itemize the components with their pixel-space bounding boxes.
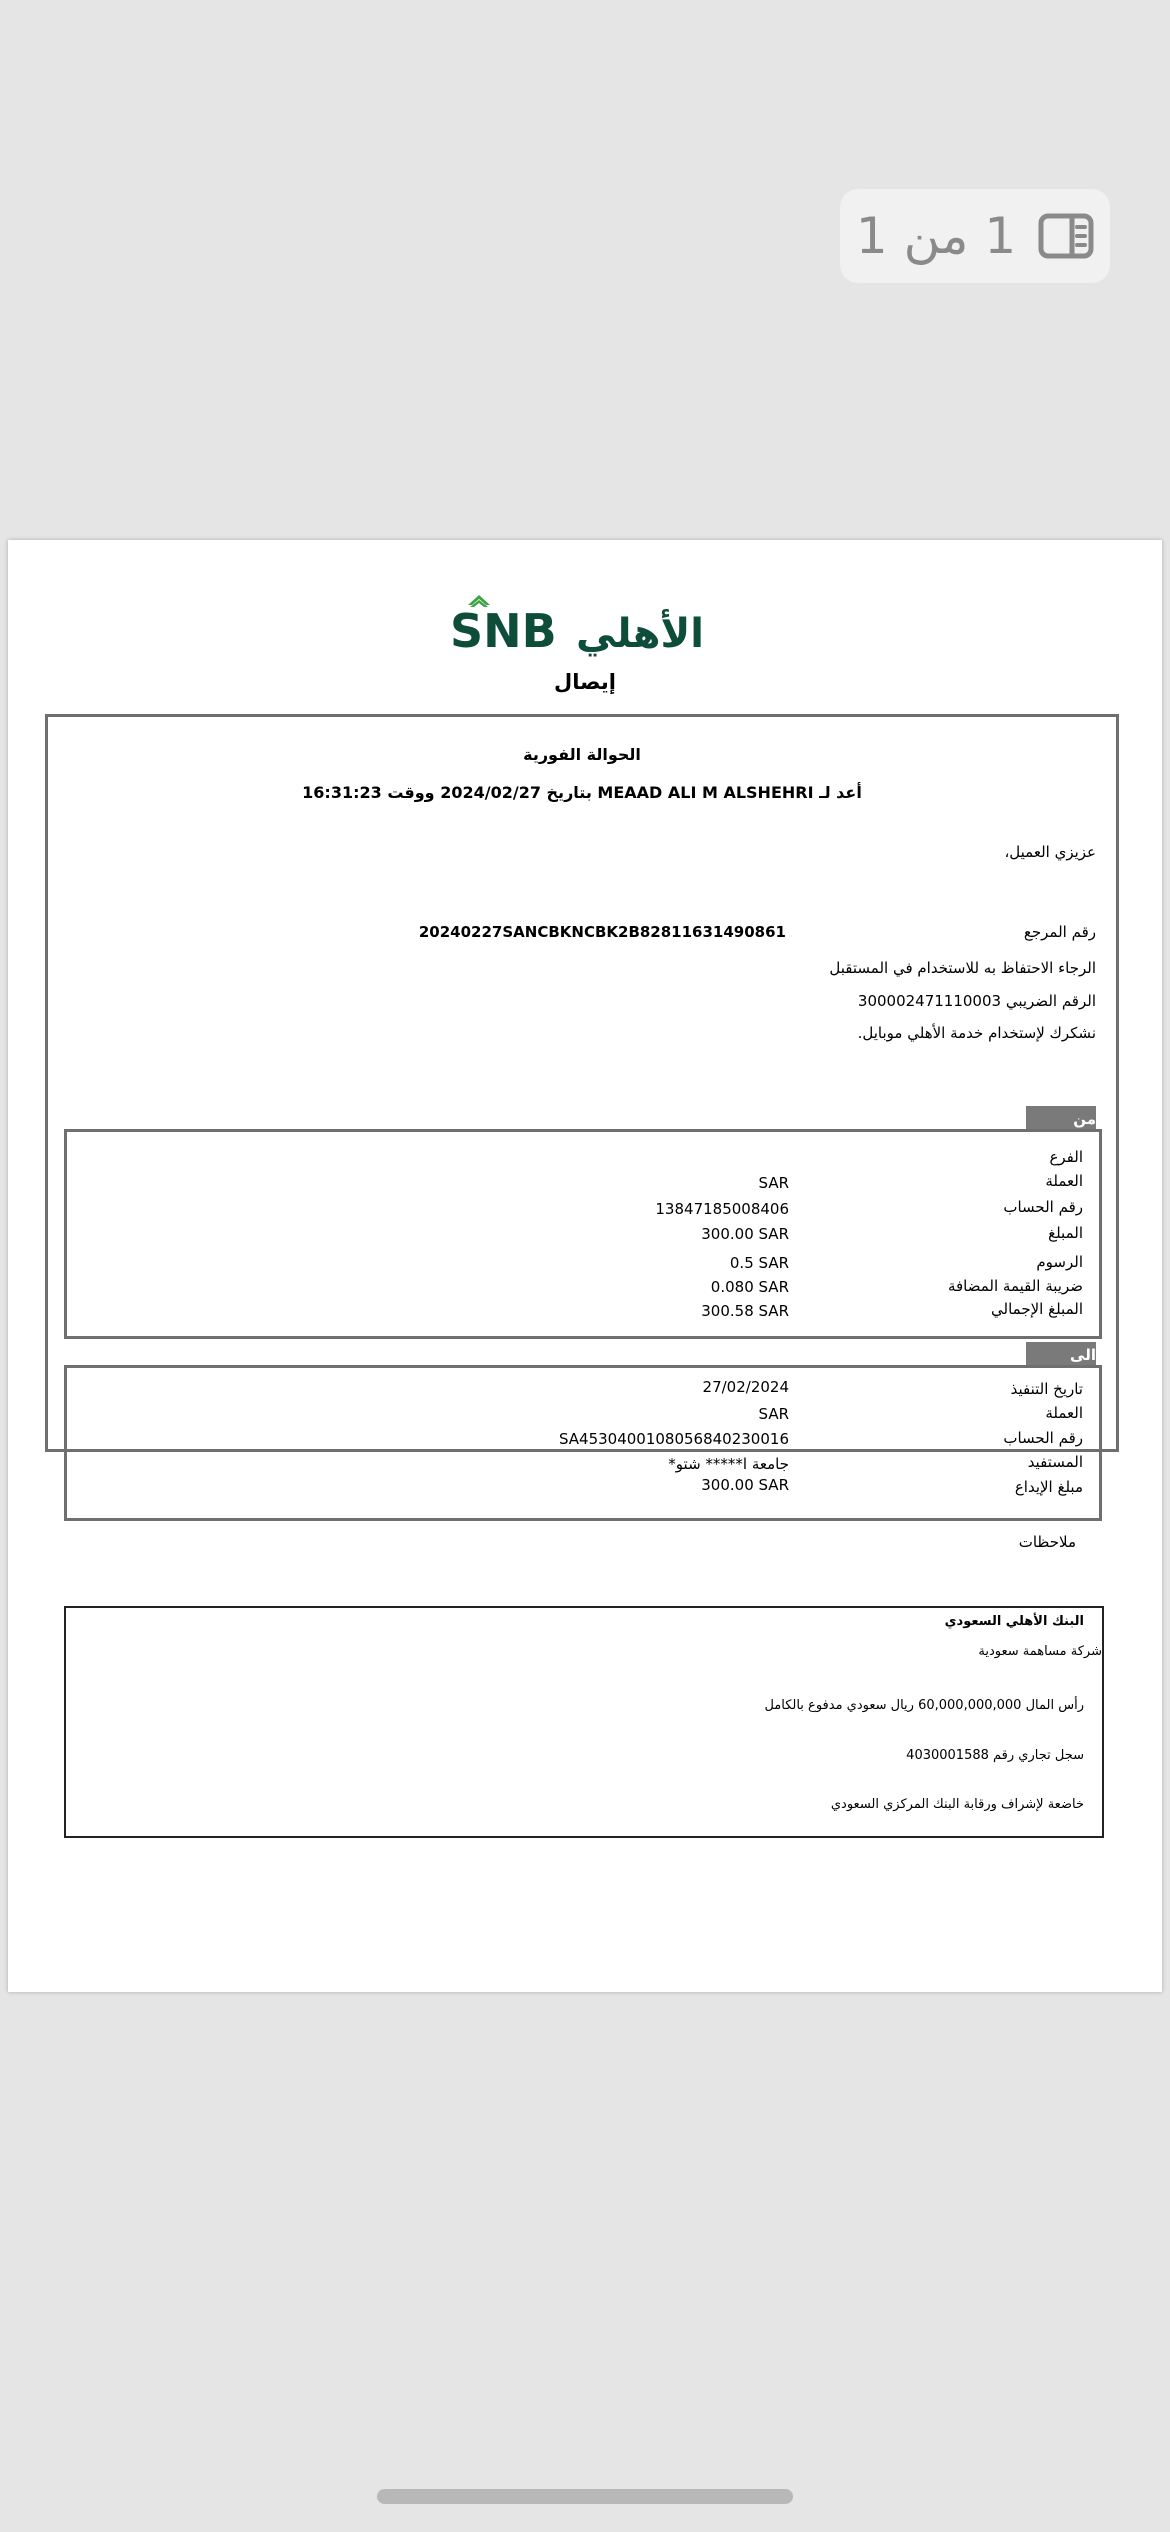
from-section-tab: من	[1026, 1106, 1096, 1132]
to-beneficiary-label: المستفيد	[1027, 1453, 1083, 1471]
keep-note: الرجاء الاحتفاظ به للاستخدام في المستقبل	[829, 959, 1096, 977]
from-account-value: 13847185008406	[655, 1200, 789, 1218]
from-vat-value: 0.080 SAR	[710, 1278, 789, 1296]
from-amount-value: 300.00 SAR	[701, 1225, 789, 1243]
to-date-label: تاريخ التنفيذ	[1010, 1380, 1083, 1398]
notes-label: ملاحظات	[1018, 1533, 1076, 1551]
from-amount-label: المبلغ	[1048, 1224, 1083, 1242]
from-account-label: رقم الحساب	[1003, 1198, 1083, 1216]
prepared-for-line: أعد لـ MEAAD ALI M ALSHEHRI بتاريخ 2024/02/27 ووقت 16:31:23	[302, 783, 862, 802]
thanks-line: نشكرك لإستخدام خدمة الأهلي موبايل.	[857, 1024, 1096, 1042]
from-currency-label: العملة	[1045, 1172, 1083, 1190]
from-section-box	[64, 1129, 1102, 1339]
to-account-label: رقم الحساب	[1003, 1429, 1083, 1447]
sidebar-toggle-icon[interactable]	[1038, 213, 1094, 259]
from-fees-value: 0.5 SAR	[729, 1254, 789, 1272]
to-account-value: SA4530400108056840230016	[558, 1430, 789, 1448]
document-page	[8, 540, 1162, 1992]
bank-info-box	[64, 1606, 1104, 1838]
from-total-label: المبلغ الإجمالي	[991, 1300, 1083, 1318]
reference-label: رقم المرجع	[1023, 923, 1096, 941]
to-deposit-label: مبلغ الإيداع	[1014, 1478, 1083, 1496]
to-deposit-value: 300.00 SAR	[701, 1476, 789, 1494]
page-indicator[interactable]	[840, 189, 1110, 283]
from-total-value: 300.58 SAR	[701, 1302, 789, 1320]
bank-name: البنك الأهلي السعودي	[944, 1614, 1084, 1629]
to-currency-label: العملة	[1045, 1404, 1083, 1422]
home-indicator[interactable]	[377, 2489, 793, 2504]
greeting: عزيزي العميل،	[1004, 843, 1096, 861]
to-currency-value: SAR	[758, 1405, 789, 1423]
to-section-tab: الى	[1026, 1342, 1096, 1368]
commercial-register: سجل تجاري رقم 4030001588	[906, 1748, 1084, 1763]
company-type: شركة مساهمة سعودية	[978, 1644, 1102, 1659]
from-currency-value: SAR	[758, 1174, 789, 1192]
capital-line: رأس المال 60,000,000,000 ريال سعودي مدفوع بالكامل	[764, 1698, 1084, 1713]
to-beneficiary-value: جامعة ا***** شتو*	[668, 1455, 789, 1473]
from-vat-label: ضريبة القيمة المضافة	[947, 1277, 1083, 1295]
supervision-line: خاضعة لإشراف ورقابة البنك المركزي السعودي	[830, 1797, 1084, 1812]
reference-number: 20240227SANCBKNCBK2B82811631490861	[418, 923, 786, 941]
page-count-label: 1 من 1	[855, 207, 1017, 265]
snb-logo	[448, 585, 708, 657]
from-fees-label: الرسوم	[1036, 1253, 1083, 1271]
logo-latin-text: SNB	[450, 604, 557, 657]
transfer-type: الحوالة الفورية	[523, 745, 641, 764]
tax-number-line: الرقم الضريبي 300002471110003	[857, 992, 1096, 1010]
to-section-box	[64, 1365, 1102, 1521]
from-branch-label: الفرع	[1049, 1148, 1083, 1166]
receipt-frame	[45, 714, 1119, 1551]
receipt-title: إيصال	[554, 670, 616, 694]
to-date-value: 27/02/2024	[702, 1378, 789, 1396]
logo-arabic-text: الأهلي	[575, 611, 704, 657]
